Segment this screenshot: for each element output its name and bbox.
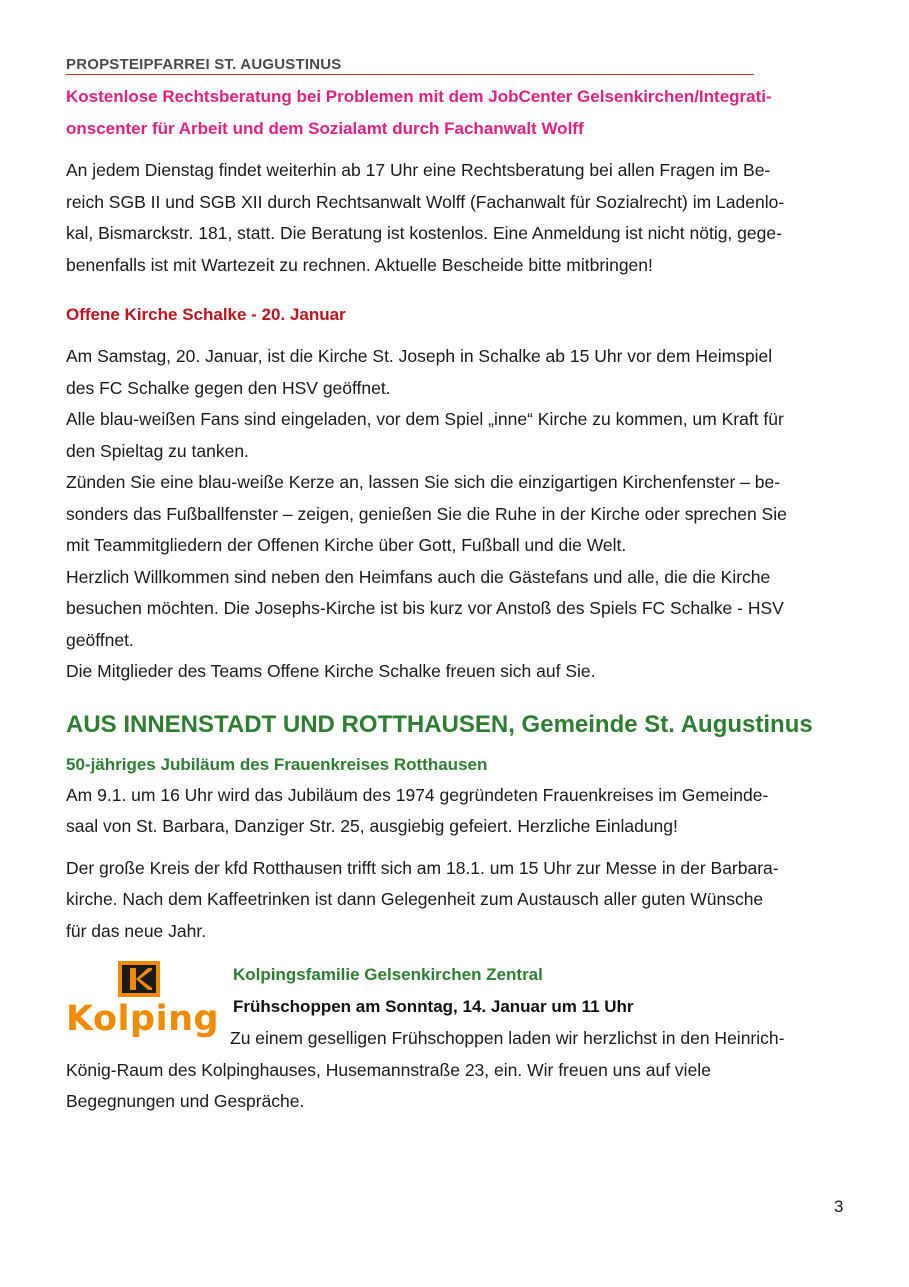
- text-line: Alle blau-weißen Fans sind eingeladen, vor dem Spiel „inne“ Kirche zu kommen, um Kraft für: [66, 409, 784, 429]
- text-line: saal von St. Barbara, Danziger Str. 25, ausgiebig gefeiert. Herzliche Einladung!: [66, 816, 678, 836]
- text-line: König-Raum des Kolpinghauses, Husemannstraße 23, ein. Wir freuen uns auf viele: [66, 1059, 711, 1080]
- text-line: An jedem Dienstag findet weiterhin ab 17 Uhr eine Rechtsberatung bei allen Fragen im Be-: [66, 160, 771, 180]
- text-line: besuchen möchten. Die Josephs-Kirche ist bis kurz vor Anstoß des Spiels FC Schalke - HSV: [66, 598, 784, 618]
- heading-line: onscenter für Arbeit und dem Sozialamt durch Fachanwalt Wolff: [66, 119, 584, 138]
- section-heading-innenstadt: AUS INNENSTADT UND ROTTHAUSEN, Gemeinde St. Augustinus: [66, 710, 813, 738]
- kfd-text: [66, 853, 848, 948]
- kolping-event: Frühschoppen am Sonntag, 14. Januar um 11 Uhr: [233, 997, 634, 1016]
- text-line: Der große Kreis der kfd Rotthausen trifft sich am 18.1. um 15 Uhr zur Messe in der Barbara-: [66, 857, 779, 878]
- text-line: Die Mitglieder des Teams Offene Kirche Schalke freuen sich auf Sie.: [66, 661, 596, 681]
- kolping-k-icon: [122, 965, 156, 993]
- text-line: Am Samstag, 20. Januar, ist die Kirche St. Joseph in Schalke ab 15 Uhr vor dem Heimspiel: [66, 346, 773, 366]
- text-line: Am 9.1. um 16 Uhr wird das Jubiläum des 1974 gegründeten Frauenkreises im Gemeinde-: [66, 784, 769, 805]
- kolping-logo: [66, 959, 220, 1045]
- text-line: Herzlich Willkommen sind neben den Heimfans auch die Gästefans und alle, die die Kirche: [66, 566, 771, 587]
- text-line: Begegnungen und Gespräche.: [66, 1091, 305, 1111]
- text-line: Zünden Sie eine blau-weiße Kerze an, lassen Sie sich die einzigartigen Kirchenfenster – be-: [66, 472, 781, 492]
- jubilee-text: [66, 780, 848, 843]
- document-header: PROPSTEIPFARREI ST. AUGUSTINUS: [66, 56, 754, 75]
- text-line: benenfalls ist mit Wartezeit zu rechnen. Aktuelle Bescheide bitte mitbringen!: [66, 254, 653, 275]
- page-number: 3: [834, 1197, 844, 1216]
- text-line: für das neue Jahr.: [66, 920, 207, 941]
- kolping-title: Kolpingsfamilie Gelsenkirchen Zentral: [233, 965, 543, 984]
- text-line: mit Teammitgliedern der Offenen Kirche über Gott, Fußball und die Welt.: [66, 535, 627, 555]
- kolping-wordmark: Kolping: [66, 999, 220, 1039]
- legal-advice-heading: [66, 81, 848, 145]
- text-line: reich SGB II und SGB XII durch Rechtsanwalt Wolff (Fachanwalt für Sozialrecht) im Ladenlo-: [66, 191, 785, 212]
- text-line: geöffnet.: [66, 629, 134, 650]
- heading-line: Kostenlose Rechtsberatung bei Problemen mit dem JobCenter Gelsenkirchen/Integrati-: [66, 87, 772, 106]
- text-line: kirche. Nach dem Kaffeetrinken ist dann Gelegenheit zum Austausch aller guten Wünsche: [66, 889, 764, 909]
- kolping-section: [66, 959, 848, 1118]
- jubilee-subheading: 50-jähriges Jubiläum des Frauenkreises Rotthausen: [66, 754, 488, 774]
- text-line: kal, Bismarckstr. 181, statt. Die Beratung ist kostenlos. Eine Anmeldung ist nicht nötig, gege-: [66, 223, 782, 243]
- text-line: Zu einem geselligen Frühschoppen laden wir herzlichst in den Heinrich-: [230, 1028, 785, 1048]
- text-line: den Spieltag zu tanken.: [66, 440, 249, 461]
- text-line: sonders das Fußballfenster – zeigen, genießen Sie die Ruhe in der Kirche oder sprechen Sie: [66, 503, 787, 524]
- page-content: [66, 56, 848, 1118]
- text-line: des FC Schalke gegen den HSV geöffnet.: [66, 377, 391, 398]
- open-church-heading: Offene Kirche Schalke - 20. Januar: [66, 305, 346, 324]
- open-church-text: [66, 341, 848, 688]
- legal-advice-text: [66, 155, 848, 281]
